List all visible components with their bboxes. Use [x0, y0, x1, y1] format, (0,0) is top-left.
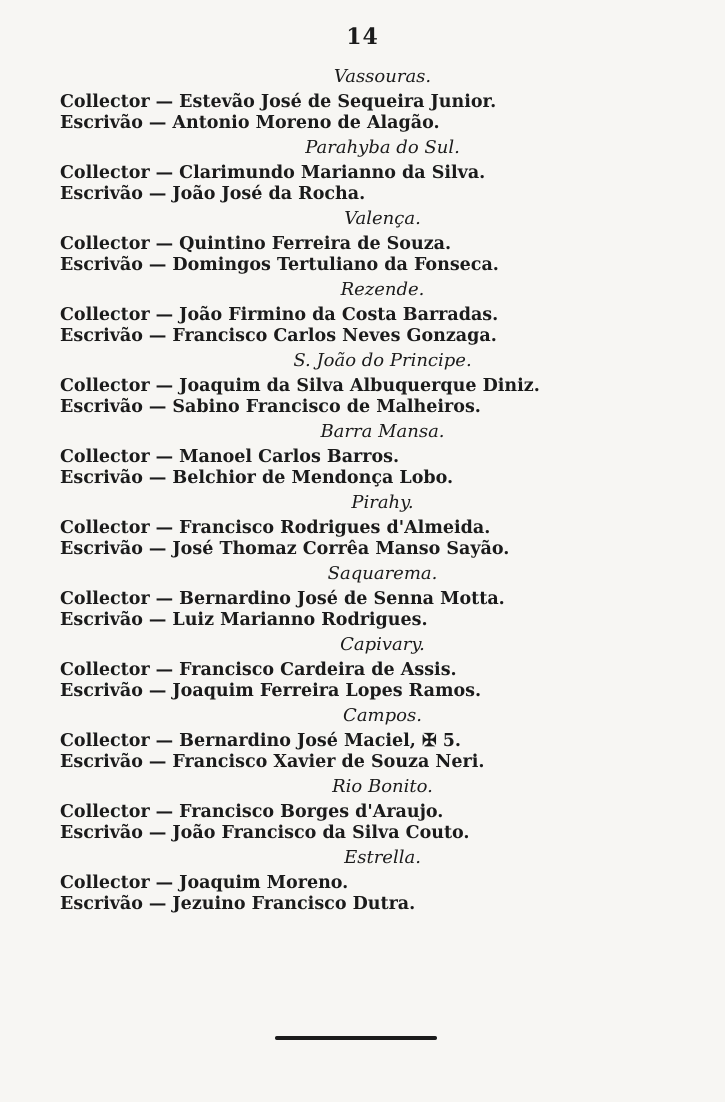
- section-10: [0, 772, 725, 843]
- section-4: [0, 346, 725, 417]
- entry-line: [0, 376, 725, 397]
- entry-line: [0, 894, 725, 915]
- entry-name: Belchior de Mendonça Lobo.: [172, 467, 454, 488]
- entry-line: [0, 113, 725, 134]
- entry-name: Bernardino José Maciel, ✠ 5.: [179, 731, 462, 751]
- entry-name: Francisco Borges d'Araujo.: [179, 802, 444, 822]
- section-heading: Vassouras.: [333, 66, 432, 87]
- entry-dash: —: [148, 893, 167, 914]
- entry-line: [0, 163, 725, 184]
- entry-role: Escrivão: [60, 396, 143, 417]
- entry-dash: —: [155, 802, 174, 822]
- entry-dash: —: [155, 589, 174, 609]
- entry-role: Collector: [60, 589, 150, 609]
- section-3: [0, 275, 725, 346]
- entry-name: Francisco Rodrigues d'Almeida.: [179, 518, 491, 538]
- entry-name: Bernardino José de Senna Motta.: [179, 589, 505, 609]
- section-heading: Pirahy.: [351, 492, 414, 513]
- entry-role: Collector: [60, 163, 150, 183]
- entry-line: [0, 681, 725, 702]
- entry-line: [0, 802, 725, 823]
- section-7: [0, 559, 725, 630]
- entry-line: [0, 610, 725, 631]
- entry-role: Escrivão: [60, 822, 143, 843]
- section-11: [0, 843, 725, 914]
- entry-role: Escrivão: [60, 751, 143, 772]
- entry-dash: —: [155, 873, 174, 893]
- section-6: [0, 488, 725, 559]
- section-heading: Campos.: [343, 705, 422, 726]
- entry-line: [0, 539, 725, 560]
- section-heading: Capivary.: [340, 634, 425, 655]
- section-5: [0, 417, 725, 488]
- entry-line: [0, 468, 725, 489]
- section-heading: S. João do Principe.: [293, 350, 472, 371]
- entry-role: Collector: [60, 873, 150, 893]
- entry-dash: —: [148, 609, 167, 630]
- directory-list: [0, 62, 725, 914]
- entry-line: [0, 92, 725, 113]
- entry-line: [0, 397, 725, 418]
- section-2: [0, 204, 725, 275]
- entry-dash: —: [148, 538, 167, 559]
- entry-name: Manoel Carlos Barros.: [179, 447, 400, 467]
- entry-name: Clarimundo Marianno da Silva.: [179, 163, 486, 183]
- entry-dash: —: [148, 183, 167, 204]
- entry-role: Escrivão: [60, 325, 143, 346]
- entry-line: [0, 660, 725, 681]
- entry-dash: —: [148, 112, 167, 133]
- entry-name: Jezuino Francisco Dutra.: [172, 893, 416, 914]
- entry-dash: —: [148, 467, 167, 488]
- section-heading: Estrella.: [344, 847, 421, 868]
- entry-line: [0, 447, 725, 468]
- entry-dash: —: [148, 751, 167, 772]
- entry-name: Quintino Ferreira de Souza.: [179, 234, 452, 254]
- section-0: [0, 62, 725, 133]
- entry-role: Escrivão: [60, 254, 143, 275]
- entry-role: Escrivão: [60, 538, 143, 559]
- entry-name: José Thomaz Corrêa Manso Sayão.: [172, 538, 510, 559]
- entry-dash: —: [155, 731, 174, 751]
- entry-line: [0, 518, 725, 539]
- entry-name: Joaquim Moreno.: [179, 873, 349, 893]
- entry-name: Francisco Cardeira de Assis.: [179, 660, 457, 680]
- entry-role: Escrivão: [60, 183, 143, 204]
- entry-line: [0, 184, 725, 205]
- section-heading: Valença.: [344, 208, 421, 229]
- entry-role: Escrivão: [60, 467, 143, 488]
- section-heading: Rio Bonito.: [332, 776, 433, 797]
- entry-line: [0, 731, 725, 752]
- entry-role: Collector: [60, 802, 150, 822]
- entry-role: Collector: [60, 305, 150, 325]
- entry-name: Francisco Xavier de Souza Neri.: [172, 751, 485, 772]
- entry-dash: —: [155, 163, 174, 183]
- section-8: [0, 630, 725, 701]
- entry-line: [0, 589, 725, 610]
- entry-dash: —: [155, 518, 174, 538]
- entry-line: [0, 326, 725, 347]
- entry-role: Collector: [60, 92, 150, 112]
- entry-role: Escrivão: [60, 680, 143, 701]
- entry-name: João Francisco da Silva Couto.: [172, 822, 470, 843]
- section-heading: Rezende.: [340, 279, 425, 300]
- entry-name: João José da Rocha.: [172, 183, 366, 204]
- entry-role: Collector: [60, 234, 150, 254]
- section-heading: Parahyba do Sul.: [305, 137, 460, 158]
- entry-name: Joaquim da Silva Albuquerque Diniz.: [179, 376, 540, 396]
- entry-name: Francisco Carlos Neves Gonzaga.: [172, 325, 497, 346]
- entry-role: Collector: [60, 376, 150, 396]
- entry-name: Joaquim Ferreira Lopes Ramos.: [172, 680, 482, 701]
- entry-name: Domingos Tertuliano da Fonseca.: [172, 254, 499, 275]
- entry-name: Sabino Francisco de Malheiros.: [172, 396, 481, 417]
- entry-role: Collector: [60, 447, 150, 467]
- entry-line: [0, 234, 725, 255]
- entry-dash: —: [155, 447, 174, 467]
- entry-dash: —: [155, 660, 174, 680]
- entry-dash: —: [148, 396, 167, 417]
- entry-name: Estevão José de Sequeira Junior.: [179, 92, 497, 112]
- entry-line: [0, 305, 725, 326]
- entry-line: [0, 873, 725, 894]
- entry-dash: —: [155, 234, 174, 254]
- entry-role: Escrivão: [60, 893, 143, 914]
- entry-role: Escrivão: [60, 112, 143, 133]
- entry-dash: —: [148, 822, 167, 843]
- section-heading: Saquarema.: [327, 563, 438, 584]
- entry-line: [0, 823, 725, 844]
- entry-name: Luiz Marianno Rodrigues.: [172, 609, 428, 630]
- entry-dash: —: [148, 254, 167, 275]
- entry-line: [0, 255, 725, 276]
- entry-line: [0, 752, 725, 773]
- entry-name: Antonio Moreno de Alagão.: [172, 112, 440, 133]
- entry-dash: —: [148, 325, 167, 346]
- section-1: [0, 133, 725, 204]
- entry-role: Collector: [60, 518, 150, 538]
- section-heading: Barra Mansa.: [320, 421, 445, 442]
- closing-rule: [275, 1036, 437, 1040]
- entry-name: João Firmino da Costa Barradas.: [179, 305, 499, 325]
- entry-dash: —: [155, 376, 174, 396]
- entry-role: Escrivão: [60, 609, 143, 630]
- entry-role: Collector: [60, 660, 150, 680]
- entry-dash: —: [148, 680, 167, 701]
- entry-dash: —: [155, 92, 174, 112]
- entry-role: Collector: [60, 731, 150, 751]
- section-9: [0, 701, 725, 772]
- page-number: 14: [346, 24, 379, 50]
- entry-dash: —: [155, 305, 174, 325]
